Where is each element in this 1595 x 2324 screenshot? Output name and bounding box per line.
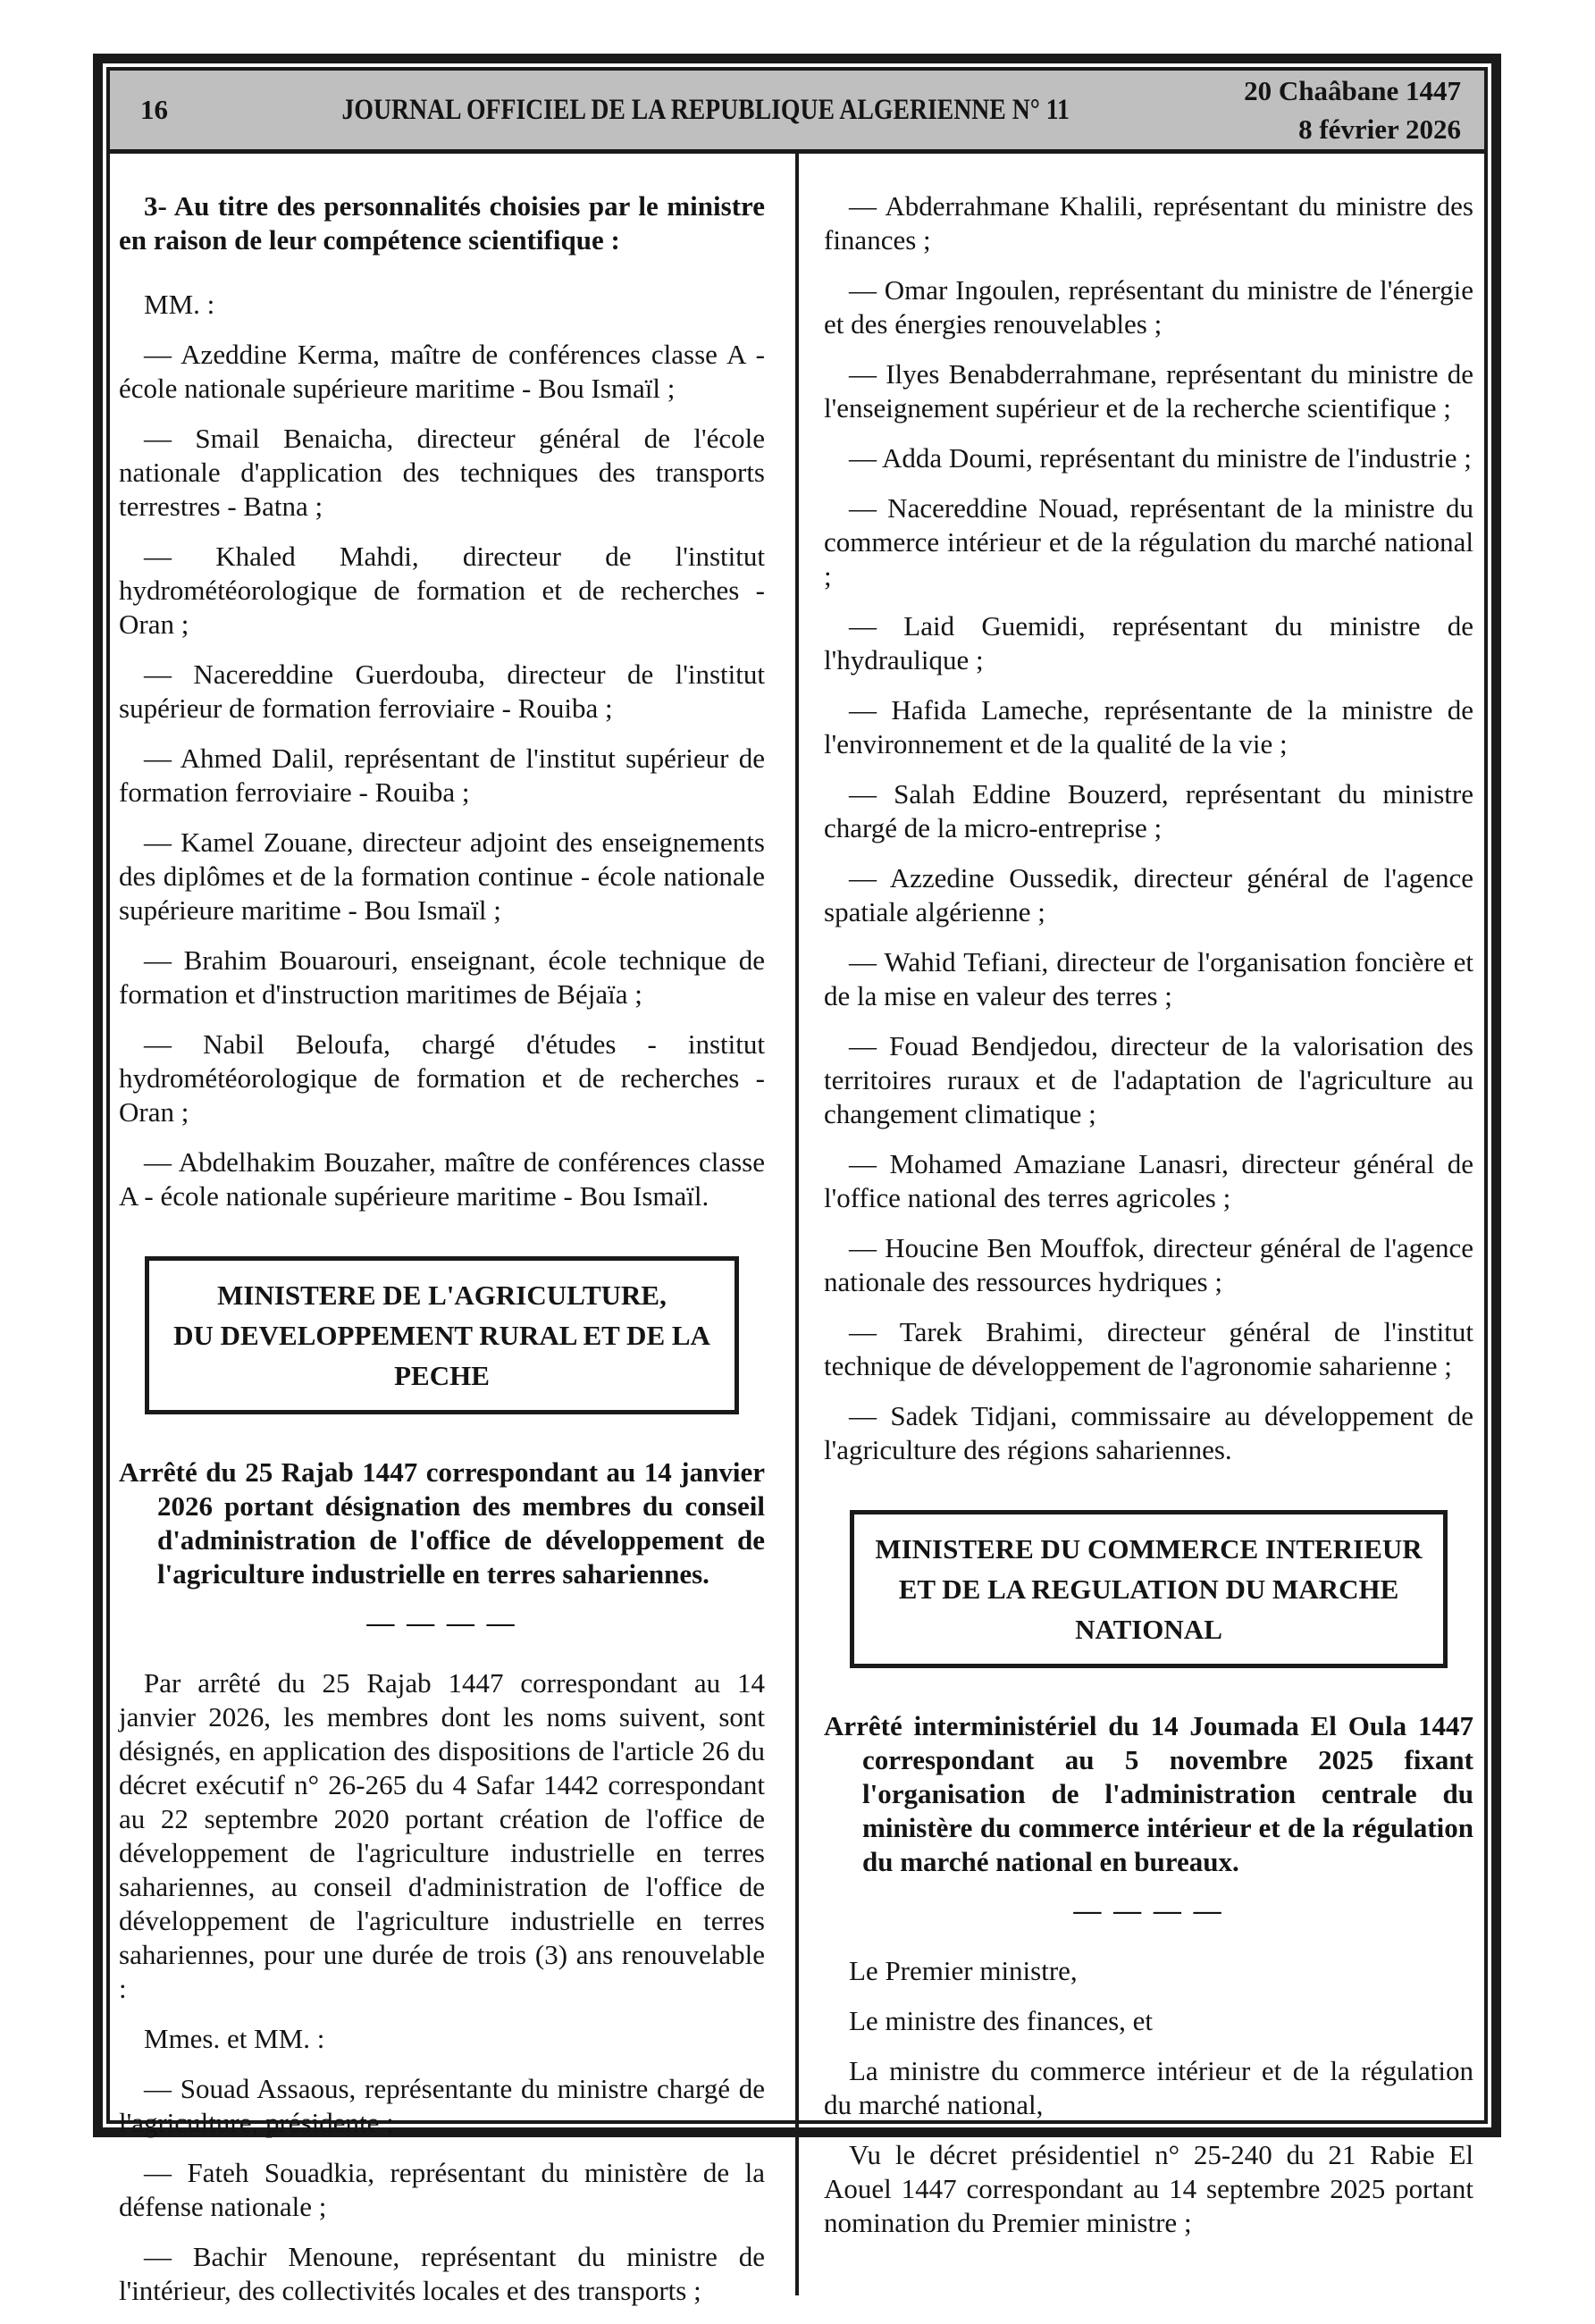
ministry-box-line: MINISTERE DU COMMERCE INTERIEUR <box>875 1533 1423 1565</box>
section-separator: — — — — <box>366 1607 517 1638</box>
list-item: — Houcine Ben Mouffok, directeur général de l'agence nationale des ressources hydriques ; <box>824 1232 1473 1297</box>
list-item: — Tarek Brahimi, directeur général de l'institut technique de développement de l'agronomie saharienne ; <box>824 1316 1473 1381</box>
list-item: — Smail Benaicha, directeur général de l'école nationale d'application des techniques des transports terrestres - Batna ; <box>119 423 765 522</box>
issue-dates <box>1244 71 1484 148</box>
list-item: — Adda Doumi, représentant du ministre de l'industrie ; <box>849 442 1472 474</box>
paragraph: Le Premier ministre, <box>849 1955 1078 1986</box>
page-border <box>93 54 1501 2306</box>
list-item: — Souad Assaous, représentante du ministre chargé de l'agriculture, présidente ; <box>119 2073 765 2138</box>
ministry-box-line: ET DE LA REGULATION DU MARCHE NATIONAL <box>898 1573 1399 1645</box>
list-item: — Ilyes Benabderrahmane, représentant du ministre de l'enseignement supérieur et de la recherche scientifique ; <box>824 358 1473 424</box>
list-item: — Salah Eddine Bouzerd, représentant du ministre chargé de la micro-entreprise ; <box>824 778 1473 843</box>
ministry-box <box>145 1256 739 1414</box>
list-item: — Kamel Zouane, directeur adjoint des enseignements des diplômes et de la formation continue - école nationale supérieure maritime - Bou Ismaïl ; <box>119 826 765 926</box>
ministry-box <box>850 1510 1448 1668</box>
column-divider <box>795 154 799 2295</box>
list-item: — Bachir Menoune, représentant du ministre de l'intérieur, des collectivités locales et des transports ; <box>119 2241 765 2306</box>
decree-heading: Arrêté du 25 Rajab 1447 correspondant au 14 janvier 2026 portant désignation des membres du conseil d'administration de l'office de développement de l'agriculture industrielle en terres sahariennes. <box>119 1456 765 1590</box>
left-column <box>110 154 797 2324</box>
paragraph: Mmes. et MM. : <box>144 2023 325 2054</box>
paragraph: MM. : <box>144 289 215 320</box>
list-item: — Fateh Souadkia, représentant du ministère de la défense nationale ; <box>119 2157 765 2222</box>
list-item: — Abderrahmane Khalili, représentant du ministre des finances ; <box>824 190 1473 256</box>
list-item: — Fouad Bendjedou, directeur de la valorisation des territoires ruraux et de l'adaptation de l'agriculture au changement climatique ; <box>824 1030 1473 1129</box>
list-item: — Wahid Tefiani, directeur de l'organisation foncière et de la mise en valeur des terres ; <box>824 946 1473 1011</box>
list-item: — Sadek Tidjani, commissaire au développement de l'agriculture des régions sahariennes. <box>824 1400 1473 1465</box>
right-column <box>797 154 1484 2324</box>
list-item: — Nacereddine Nouad, représentant de la ministre du commerce intérieur et de la régulation du marché national ; <box>824 492 1473 591</box>
paragraph: Le ministre des finances, et <box>849 2005 1154 2036</box>
paragraph: La ministre du commerce intérieur et de la régulation du marché national, <box>824 2055 1473 2120</box>
list-item: — Nabil Beloufa, chargé d'études - institut hydrométéorologique de formation et de recherches - Oran ; <box>119 1028 765 1128</box>
ministry-box-line: MINISTERE DE L'AGRICULTURE, <box>217 1279 667 1311</box>
list-item: — Mohamed Amaziane Lanasri, directeur général de l'office national des terres agricoles ; <box>824 1148 1473 1213</box>
page-number: 16 <box>140 94 168 125</box>
ministry-box-line: DU DEVELOPPEMENT RURAL ET DE LA PECHE <box>173 1320 710 1391</box>
list-item: — Laid Guemidi, représentant du ministre de l'hydraulique ; <box>824 610 1473 675</box>
list-item: — Omar Ingoulen, représentant du ministre de l'énergie et des énergies renouvelables ; <box>824 274 1473 340</box>
paragraph: Vu le décret présidentiel n° 25-240 du 21 Rabie El Aouel 1447 correspondant au 14 septembre 2025 portant nomination du Premier ministre ; <box>824 2139 1473 2238</box>
issue-date-gregorian: 8 février 2026 <box>1298 113 1461 145</box>
list-item: — Ahmed Dalil, représentant de l'institut supérieur de formation ferroviaire - Rouiba ; <box>119 743 765 808</box>
journal-title-wrap <box>168 94 1244 127</box>
issue-date-hijri: 20 Chaâbane 1447 <box>1244 75 1461 106</box>
section-separator: — — — — <box>1073 1894 1224 1925</box>
list-item: — Hafida Lameche, représentante de la ministre de l'environnement et de la qualité de la vie ; <box>824 694 1473 759</box>
list-item: — Brahim Bouarouri, enseignant, école technique de formation et d'instruction maritimes de Béjaïa ; <box>119 944 765 1010</box>
list-item: — Azzedine Oussedik, directeur général de l'agence spatiale algérienne ; <box>824 862 1473 927</box>
journal-title: JOURNAL OFFICIEL DE LA REPUBLIQUE ALGERIENNE N° 11 <box>341 93 1070 126</box>
section-heading: 3- Au titre des personnalités choisies par le ministre en raison de leur compétence scientifique : <box>119 190 765 256</box>
list-item: — Nacereddine Guerdouba, directeur de l'institut supérieur de formation ferroviaire - Rouiba ; <box>119 659 765 724</box>
list-item: — Khaled Mahdi, directeur de l'institut hydrométéorologique de formation et de recherches - Oran ; <box>119 541 765 640</box>
text-columns <box>110 154 1484 2324</box>
page-inner-border <box>106 67 1488 2306</box>
list-item: — Azeddine Kerma, maître de conférences classe A - école nationale supérieure maritime - Bou Ismaïl ; <box>119 339 765 404</box>
header-bar <box>110 71 1484 154</box>
list-item: — Abdelhakim Bouzaher, maître de conférences classe A - école nationale supérieure maritime - Bou Ismaïl. <box>119 1146 765 1212</box>
decree-heading: Arrêté interministériel du 14 Joumada El Oula 1447 correspondant au 5 novembre 2025 fixant l'organisation de l'administration centrale du ministère du commerce intérieur et de la régulation du marché national en bureaux. <box>824 1710 1473 1877</box>
paragraph: Par arrêté du 25 Rajab 1447 correspondant au 14 janvier 2026, les membres dont les noms suivent, sont désignés, en application des dispositions de l'article 26 du décret exécutif n° 26-265 du 4 Safar 1442 correspondant au 22 septembre 2020 portant création de l'office de développement de l'agriculture industrielle en terres sahariennes, au conseil d'administration de l'office de développement de l'agriculture industrielle en terres sahariennes, pour une durée de trois (3) ans renouvelable : <box>119 1667 765 2004</box>
